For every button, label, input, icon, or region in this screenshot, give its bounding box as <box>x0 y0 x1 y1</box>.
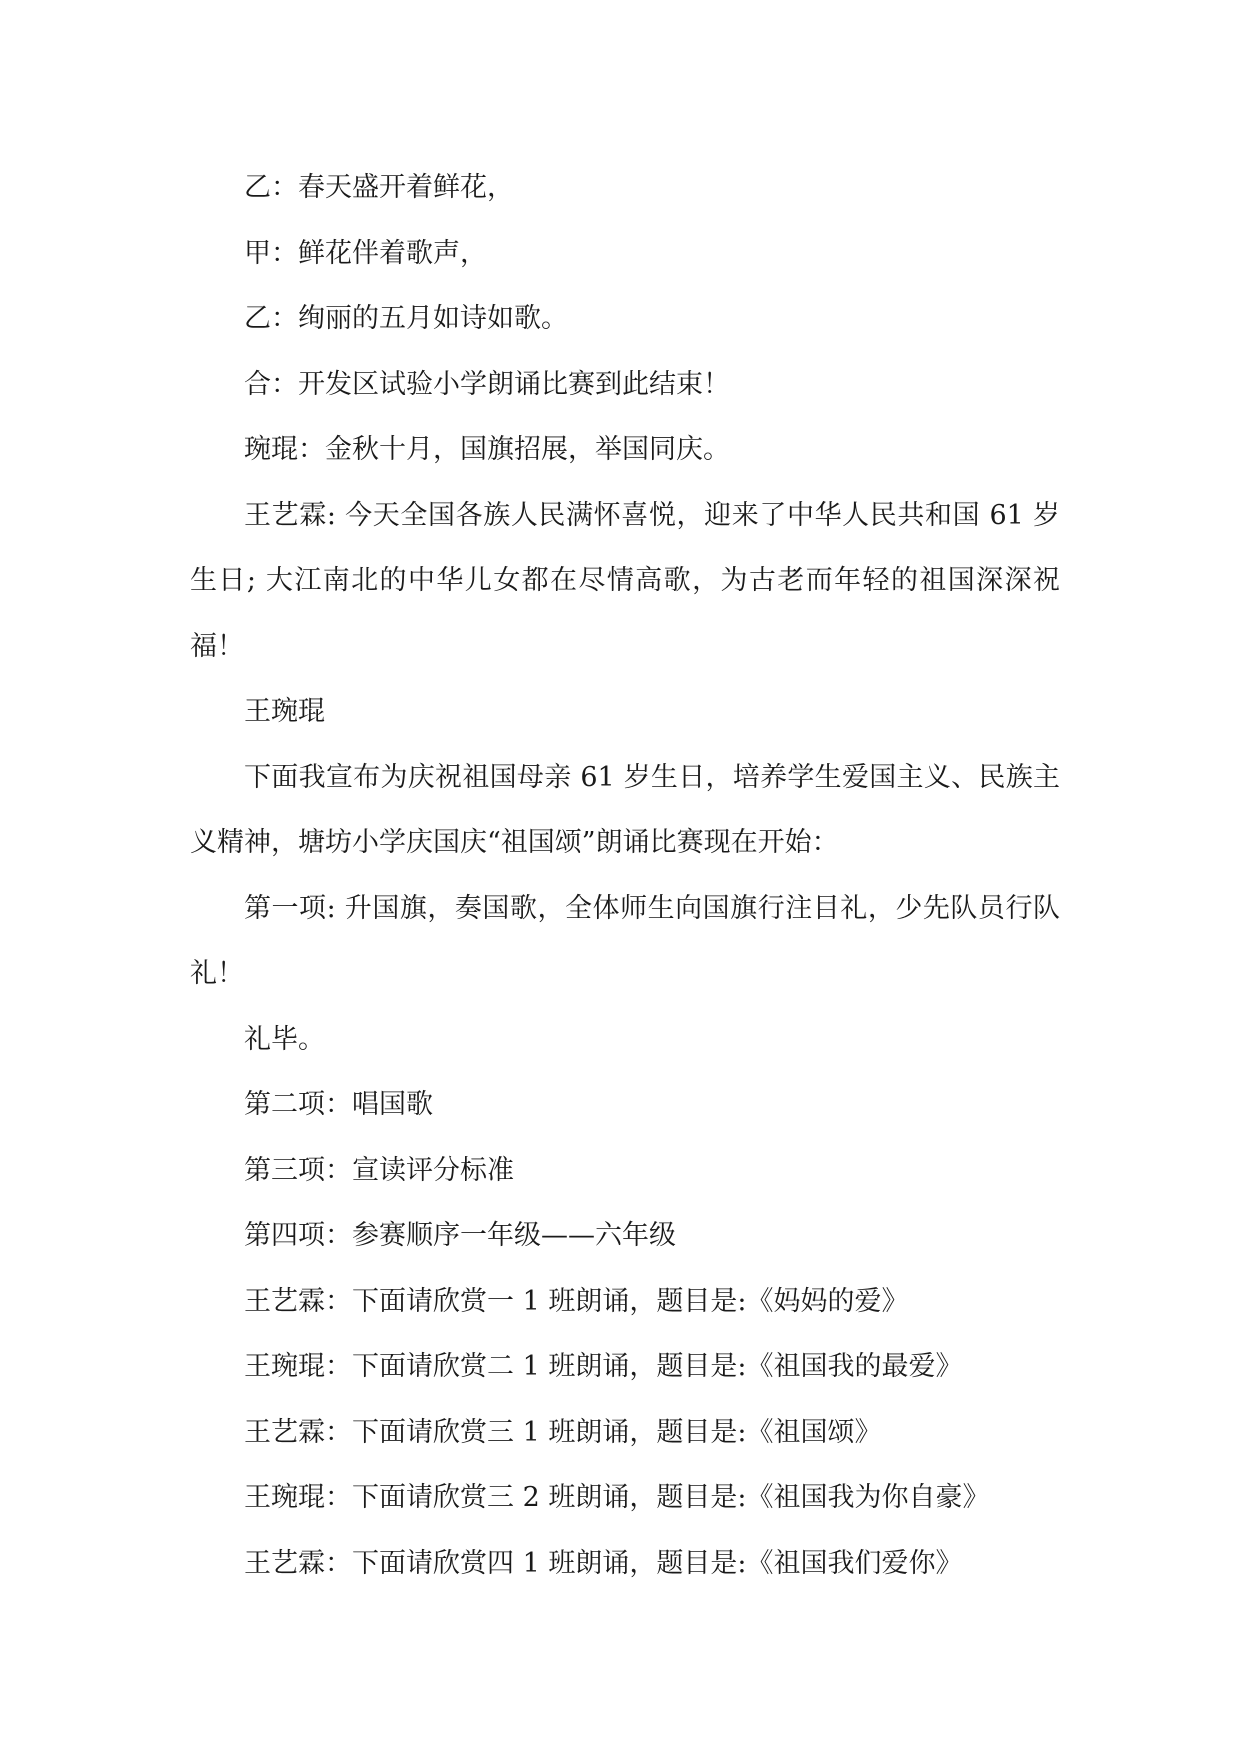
paragraph-line: 礼毕。 <box>244 1023 325 1055</box>
recitation-intro: 王艺霖：下面请欣赏一 1 班朗诵，题目是:《妈妈的爱》 <box>244 1285 909 1317</box>
program-item: 第三项：宣读评分标准 <box>244 1154 514 1186</box>
program-item: 第四项：参赛顺序一年级——六年级 <box>244 1220 676 1251</box>
program-item: 第二项：唱国歌 <box>244 1089 433 1120</box>
paragraph-line: 乙：春天盛开着鲜花， <box>244 172 514 203</box>
speaker-name: 王琬琨 <box>244 696 325 727</box>
paragraph-multiline: 第一项: 升国旗，奏国歌，全体师生向国旗行注目礼，少先队员行队礼！ <box>190 892 1060 989</box>
paragraph-line: 乙：绚丽的五月如诗如歌。 <box>244 303 568 334</box>
paragraph-line: 琬琨：金秋十月，国旗招展，举国同庆。 <box>244 434 730 465</box>
paragraph-multiline: 下面我宣布为庆祝祖国母亲 61 岁生日，培养学生爱国主义、民族主义精神，塘坊小学庆国庆“祖国颂”朗诵比赛现在开始： <box>190 761 1060 858</box>
paragraph-line: 甲：鲜花伴着歌声， <box>244 237 487 269</box>
recitation-intro: 王艺霖：下面请欣赏四 1 班朗诵，题目是:《祖国我们爱你》 <box>244 1547 963 1579</box>
paragraph-line: 合：开发区试验小学朗诵比赛到此结束！ <box>244 368 730 400</box>
paragraph-multiline: 王艺霖: 今天全国各族人民满怀喜悦，迎来了中华人民共和国 61 岁生日; 大江南北的中华儿女都在尽情高歌，为古老而年轻的祖国深深祝福！ <box>190 499 1060 662</box>
document-body <box>190 155 1060 1596</box>
recitation-intro: 王琬琨：下面请欣赏二 1 班朗诵，题目是:《祖国我的最爱》 <box>244 1351 963 1382</box>
recitation-intro: 王琬琨：下面请欣赏三 2 班朗诵，题目是:《祖国我为你自豪》 <box>244 1482 990 1513</box>
recitation-intro: 王艺霖：下面请欣赏三 1 班朗诵，题目是:《祖国颂》 <box>244 1416 882 1448</box>
